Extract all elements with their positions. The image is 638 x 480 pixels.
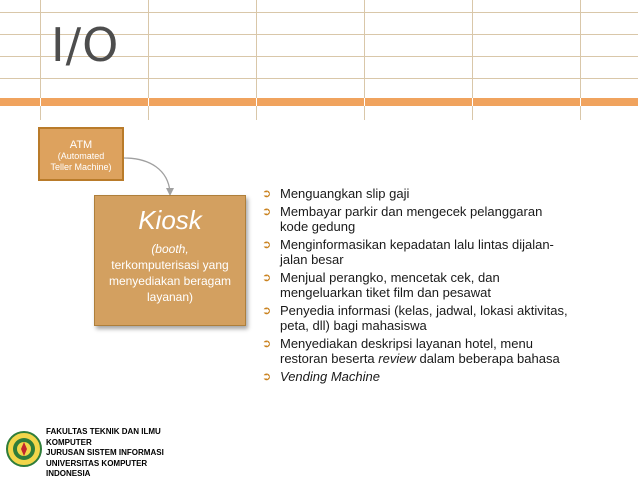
list-item-text: Penyedia informasi (kelas, jadwal, lokasi aktivitas, bbox=[280, 303, 568, 318]
list-item-text: review bbox=[378, 351, 416, 366]
list-item bbox=[262, 186, 602, 201]
list-item bbox=[262, 369, 602, 384]
list-item-text: restoran beserta bbox=[280, 351, 379, 366]
list-item-text: Membayar parkir dan mengecek pelanggaran bbox=[280, 204, 543, 219]
kiosk-description bbox=[95, 241, 245, 305]
list-item-text: jalan besar bbox=[280, 252, 344, 267]
list-item bbox=[262, 204, 602, 234]
atm-title: ATM bbox=[69, 139, 93, 151]
list-item-text: Menginformasikan kepadatan lalu lintas dijalan- bbox=[280, 237, 554, 252]
footer-line: INDONESIA bbox=[46, 469, 91, 478]
list-item bbox=[262, 270, 602, 300]
kiosk-box bbox=[94, 195, 246, 326]
list-item bbox=[262, 336, 602, 366]
atm-subtitle: (Automated bbox=[57, 151, 105, 161]
arrow-bullet-icon: ➲ bbox=[262, 239, 272, 251]
kiosk-desc-line: (booth, bbox=[151, 242, 189, 256]
list-item-text: Menjual perangko, mencetak cek, dan bbox=[280, 270, 500, 285]
list-item bbox=[262, 237, 602, 267]
list-item-text: dalam beberapa bahasa bbox=[415, 351, 560, 366]
arrow-bullet-icon: ➲ bbox=[262, 206, 272, 218]
kiosk-desc-line: terkomputerisasi yang bbox=[111, 258, 229, 272]
arrow-bullet-icon: ➲ bbox=[262, 272, 272, 284]
list-item-text: kode gedung bbox=[280, 219, 356, 234]
footer-institution bbox=[46, 427, 186, 480]
list-item bbox=[262, 303, 602, 333]
atm-subtitle: Teller Machine) bbox=[50, 162, 112, 172]
list-item-text: Vending Machine bbox=[280, 369, 380, 384]
kiosk-desc-line: layanan) bbox=[146, 290, 194, 304]
slide-title: I/O bbox=[51, 18, 120, 72]
atm-box bbox=[38, 127, 124, 181]
kiosk-desc-line: menyediakan beragam bbox=[108, 274, 232, 288]
arrow-bullet-icon: ➲ bbox=[262, 188, 272, 200]
kiosk-title: Kiosk bbox=[138, 205, 202, 235]
footer-line: JURUSAN SISTEM INFORMASI bbox=[46, 448, 164, 457]
list-item-text: Menguangkan slip gaji bbox=[280, 186, 410, 201]
list-item-text: mengeluarkan tiket film dan pesawat bbox=[280, 285, 492, 300]
university-logo-icon bbox=[5, 430, 43, 468]
arrow-bullet-icon: ➲ bbox=[262, 338, 272, 350]
arrow-bullet-icon: ➲ bbox=[262, 371, 272, 383]
footer-line: KOMPUTER bbox=[46, 437, 92, 447]
list-item-text: peta, dll) bagi mahasiswa bbox=[280, 318, 427, 333]
kiosk-uses-list bbox=[262, 186, 602, 387]
arrow-bullet-icon: ➲ bbox=[262, 305, 272, 317]
list-item-text: Menyediakan deskripsi layanan hotel, menu bbox=[280, 336, 533, 351]
footer-line: UNIVERSITAS KOMPUTER bbox=[46, 458, 148, 468]
footer-line: FAKULTAS TEKNIK DAN ILMU bbox=[46, 427, 161, 436]
